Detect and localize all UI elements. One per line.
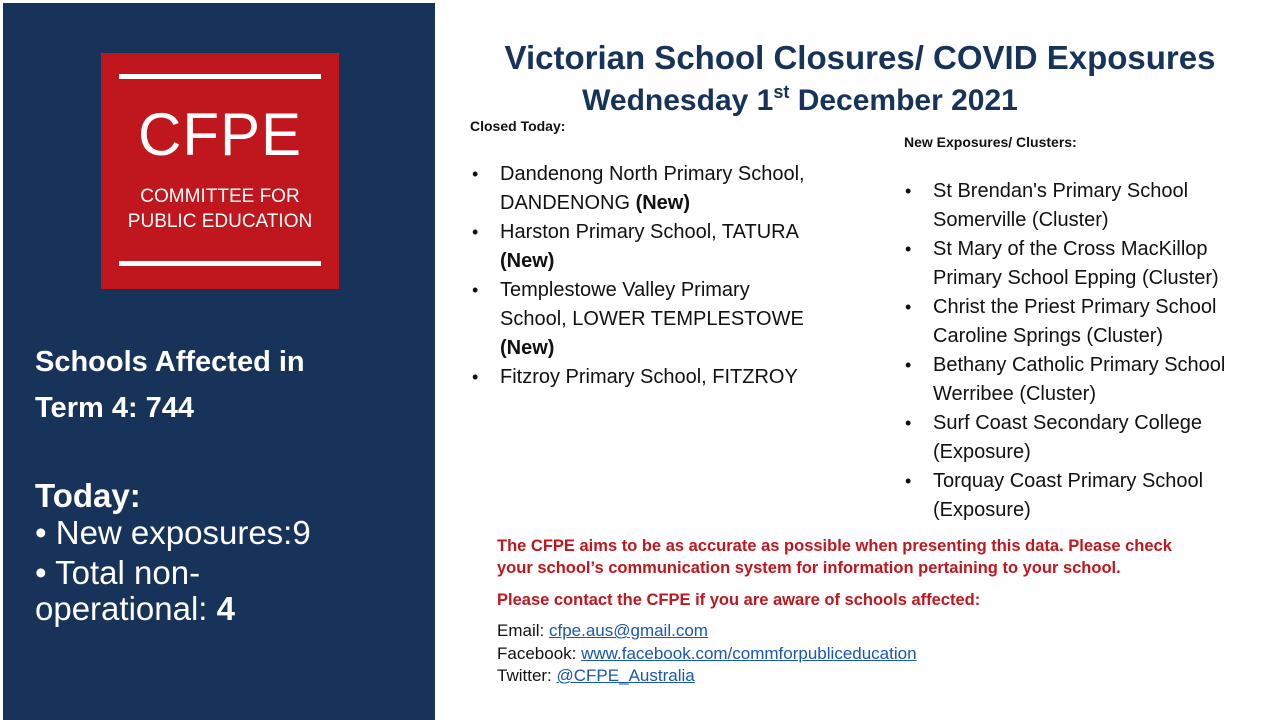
school-detail: Primary School Epping (Cluster) (933, 267, 1219, 289)
email-link[interactable]: cfpe.aus@gmail.com (548, 621, 708, 640)
list-item (470, 160, 860, 218)
closed-today-label: Closed Today: (470, 118, 566, 134)
list-item (903, 293, 1263, 351)
logo-bottom-rule (119, 261, 321, 266)
bullet-icon: • (35, 514, 47, 551)
list-item (470, 363, 860, 392)
list-item (470, 276, 860, 363)
school-name: St Mary of the Cross MacKillop (933, 238, 1208, 260)
twitter-label: Twitter: (497, 666, 557, 685)
new-tag: (New) (635, 192, 691, 214)
schools-affected-heading (35, 339, 425, 431)
list-item (903, 409, 1263, 467)
today-new-exposures (35, 515, 425, 551)
today-stats (35, 515, 425, 631)
date-prefix: Wednesday 1 (582, 84, 774, 117)
school-name: Dandenong North Primary School, (500, 163, 805, 185)
new-tag: (New) (500, 250, 555, 272)
cfpe-logo (101, 53, 339, 289)
school-detail: Caroline Springs (Cluster) (933, 325, 1164, 347)
bullet-icon: • (472, 222, 479, 242)
school-name: Surf Coast Secondary College (933, 412, 1203, 434)
bullet-icon: • (905, 471, 912, 491)
disclaimer-line2: your school’s communication system for information pertaining to your school. (497, 559, 1121, 577)
bullet-icon: • (905, 355, 912, 375)
list-item (903, 467, 1263, 525)
twitter-link[interactable]: @CFPE_Australia (556, 666, 695, 685)
today-total-nonoperational (35, 555, 425, 627)
total-nonop-line1: Total non- (55, 554, 201, 591)
bullet-icon: • (35, 554, 47, 591)
left-info-panel (3, 3, 435, 720)
school-name: Fitzroy Primary School, FITZROY (500, 366, 798, 388)
school-name: Christ the Priest Primary School (933, 296, 1217, 318)
new-exposures-list (903, 177, 1263, 525)
page-date (440, 80, 1160, 122)
schools-affected-line2: Term 4: 744 (35, 392, 195, 424)
disclaimer-line1: The CFPE aims to be as accurate as possible when presenting this data. Please check (497, 537, 1172, 555)
today-label: Today: (35, 477, 141, 514)
logo-top-rule (119, 74, 321, 79)
total-nonop-line2: operational: (35, 590, 217, 627)
list-item (903, 351, 1263, 409)
bullet-icon: • (472, 164, 479, 184)
school-name: St Brendan's Primary School (933, 180, 1189, 202)
logo-subtitle-line2: PUBLIC EDUCATION (127, 211, 313, 232)
new-exposures-label: New Exposures/ Clusters: (904, 134, 1077, 150)
list-item (903, 177, 1263, 235)
bullet-icon: • (905, 239, 912, 259)
school-location: DANDENONG (500, 192, 631, 214)
facebook-row (497, 643, 1267, 666)
school-detail: (Exposure) (933, 499, 1031, 521)
total-nonop-value: 4 (216, 590, 235, 627)
accuracy-disclaimer (497, 535, 1267, 579)
schools-affected-line1: Schools Affected in (35, 346, 305, 378)
date-ordinal: st (773, 82, 790, 102)
twitter-row (497, 665, 1267, 688)
bullet-icon: • (905, 413, 912, 433)
email-label: Email: (497, 621, 549, 640)
list-item (903, 235, 1263, 293)
facebook-label: Facebook: (497, 643, 582, 663)
school-detail: (Exposure) (933, 441, 1031, 463)
bullet-icon: • (905, 181, 912, 201)
school-location: School, LOWER TEMPLESTOWE (500, 308, 804, 330)
bullet-icon: • (905, 297, 912, 317)
bullet-icon: • (472, 280, 479, 300)
school-name: Torquay Coast Primary School (933, 470, 1204, 492)
contact-prompt: Please contact the CFPE if you are aware of schools affected: (497, 591, 981, 609)
page-title: Victorian School Closures/ COVID Exposures (504, 39, 1216, 76)
school-name: Bethany Catholic Primary School (933, 354, 1226, 376)
school-detail: Somerville (Cluster) (933, 209, 1109, 231)
school-detail: Werribee (Cluster) (933, 383, 1096, 405)
new-tag: (New) (500, 337, 555, 359)
logo-subtitle (101, 184, 339, 234)
bullet-icon: • (472, 367, 479, 387)
email-row (497, 620, 1267, 643)
closed-today-list (470, 160, 860, 392)
date-rest: December 2021 (789, 84, 1018, 117)
logo-acronym: CFPE (137, 101, 303, 168)
school-name: Harston Primary School, TATURA (500, 221, 799, 243)
logo-subtitle-line1: COMMITTEE FOR (140, 186, 300, 207)
new-exposures-text: New exposures:9 (55, 514, 311, 551)
list-item (470, 218, 860, 276)
facebook-link[interactable]: www.facebook.com/commforpubliceducation (581, 643, 917, 663)
contact-details (497, 620, 1267, 688)
school-name: Templestowe Valley Primary (500, 279, 750, 301)
